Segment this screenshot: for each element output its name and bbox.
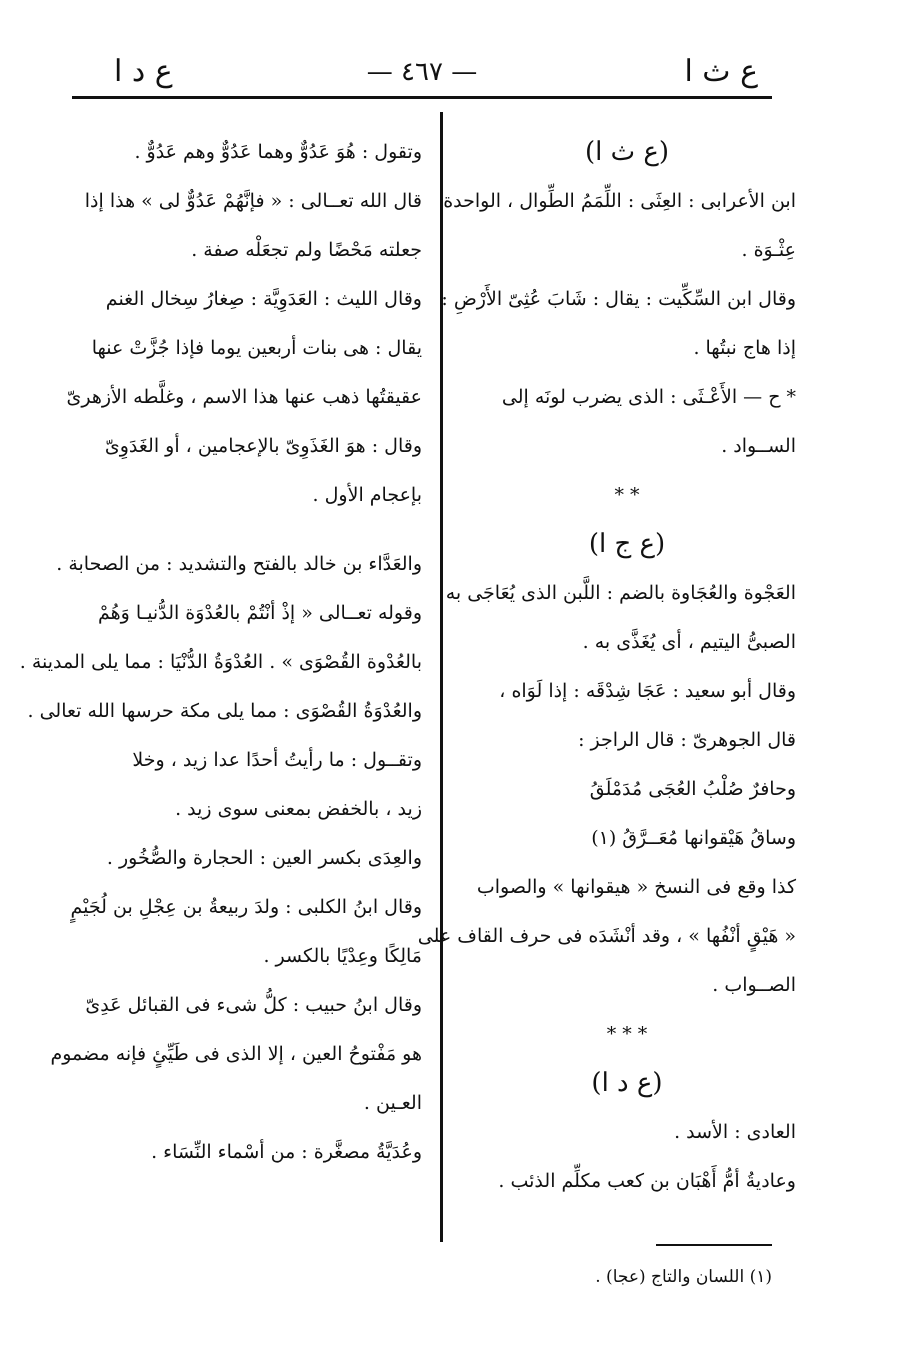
text-line: العـين . [363, 1092, 422, 1114]
footnote: (١) اللسان والتاج (عجا) . [595, 1267, 772, 1287]
text-line: وساقُ هَيْقوانها مُعَــرَّقُ (١) [591, 827, 796, 849]
text-line: والعِدَى بكسر العين : الحجارة والصُّخُور . [106, 847, 422, 869]
text-line: إذا هاج نبتُها . [693, 337, 796, 359]
paragraph-gap [76, 520, 422, 540]
text-line: بالعُدْوة القُصْوَى » . العُدْوَةُ الدُّنْيَا : مما يلى المدينة . [19, 651, 422, 673]
header-rule [72, 96, 772, 99]
page-number: — ٤٦٧ — [366, 57, 478, 87]
root-heading: (ع ج ا) [588, 529, 666, 559]
text-line: كذا وقع فى النسخ « هيقوانها » والصواب [476, 876, 796, 898]
left-column [19, 128, 422, 1177]
text-line: عقيقتُها ذهب عنها هذا الاسم ، وغلَّطه الأزهرىّ [66, 386, 422, 408]
text-line: وقال ابنُ الكلبى : ولدَ ربيعةُ بن عِجْلِ بن لُجَيْمٍ [70, 896, 422, 918]
section-separator: * * * [606, 1023, 648, 1045]
text-line: وقال الليث : العَدَوِيَّة : صِغارُ سِخال الغنم [105, 288, 422, 310]
text-line: والعَدَّاء بن خالد بالفتح والتشديد : من الصحابة . [56, 553, 422, 575]
text-line: وحافرٌ صُلْبُ العُجَى مُدَمْلَقُ [589, 778, 796, 800]
right-column [417, 128, 796, 1206]
text-line: « هَيْقٍ أنْفُها » ، وقد أنْشَدَه فى حرف القاف على [417, 925, 796, 947]
left-root-heading: ع د ا [114, 54, 173, 89]
root-heading: (ع د ا) [591, 1068, 663, 1098]
root-heading: (ع ث ا) [584, 137, 670, 167]
page-header [72, 48, 772, 96]
text-line: وقال ابن السِّكِّيت : يقال : شَابَ عُثِىّ الأَرْضِ : [441, 288, 796, 310]
footnote-rule [656, 1244, 772, 1246]
text-line: هو مَفْتوحُ العين ، إلا الذى فى طَيِّئٍ فإنه مضموم [50, 1043, 422, 1065]
text-line: وقال أبو سعيد : عَجَا شِدْقَه : إذا لَوَاه ، [499, 680, 796, 702]
text-line: والعُدْوَةُ القُصْوَى : مما يلى مكة حرسها الله تعالى . [27, 700, 422, 722]
text-line: وقال ابنُ حبيب : كلُّ شىء فى القبائل عَدِىّ [85, 994, 422, 1016]
text-line: وقال : هوَ الغَذَوِىّ بالإعجامين ، أو الغَدَوِىّ [104, 435, 422, 457]
text-line: وتقول : هُوَ عَدُوٌّ وهما عَدُوٌّ وهم عَدُوٌّ . [134, 141, 422, 163]
text-line: يقال : هى بنات أربعين يوما فإذا جُزَّتْ عنها [91, 337, 422, 359]
section-separator: * * [614, 484, 640, 506]
text-line: * ح — الأَعْـثَى : الذى يضرب لونَه إلى [501, 386, 796, 408]
text-line: عِثْـوَة . [741, 239, 796, 261]
text-line: ابن الأعرابى : العِثَى : اللِّمَمُ الطِّوال ، الواحدة [443, 190, 796, 212]
text-line: وتقــول : ما رأيتُ أحدًا عدا زيد ، وخلا [132, 749, 422, 771]
text-line: قال الله تعــالى : « فإنَّهُمْ عَدُوٌّ لى » هذا إذا [84, 190, 422, 212]
text-line: الصــواب . [712, 974, 796, 996]
text-line: العادى : الأسد . [674, 1121, 796, 1143]
text-line: قال الجوهرىّ : قال الراجز : [578, 729, 796, 751]
text-line: الصبىُّ اليتيم ، أى يُغَذَّى به . [582, 631, 796, 653]
text-line: مَالِكًا وعِدْيًا بالكسر . [263, 945, 422, 967]
text-line: وعاديةُ أمُّ أَهْبَان بن كعب مكلِّم الذئب . [498, 1170, 796, 1192]
text-line: العَجْوة والعُجَاوة بالضم : اللَّبن الذى يُعَاجَى به [445, 582, 796, 604]
right-root-heading: ع ث ا [684, 54, 758, 89]
text-line: وقوله تعــالى « إذْ أنْتُمْ بالعُدْوَة الدُّنيـا وَهُمْ [97, 602, 422, 624]
text-line: الســواد . [721, 435, 796, 457]
text-line: زيد ، بالخفض بمعنى سوى زيد . [175, 798, 422, 820]
text-line: وعُدَيَّةُ مصغَّرة : من أسْماء النِّسَاء . [151, 1141, 422, 1163]
text-line: بإعجام الأول . [312, 484, 422, 506]
text-line: جعلته مَحْضًا ولم تجعَلْه صفة . [191, 239, 422, 261]
